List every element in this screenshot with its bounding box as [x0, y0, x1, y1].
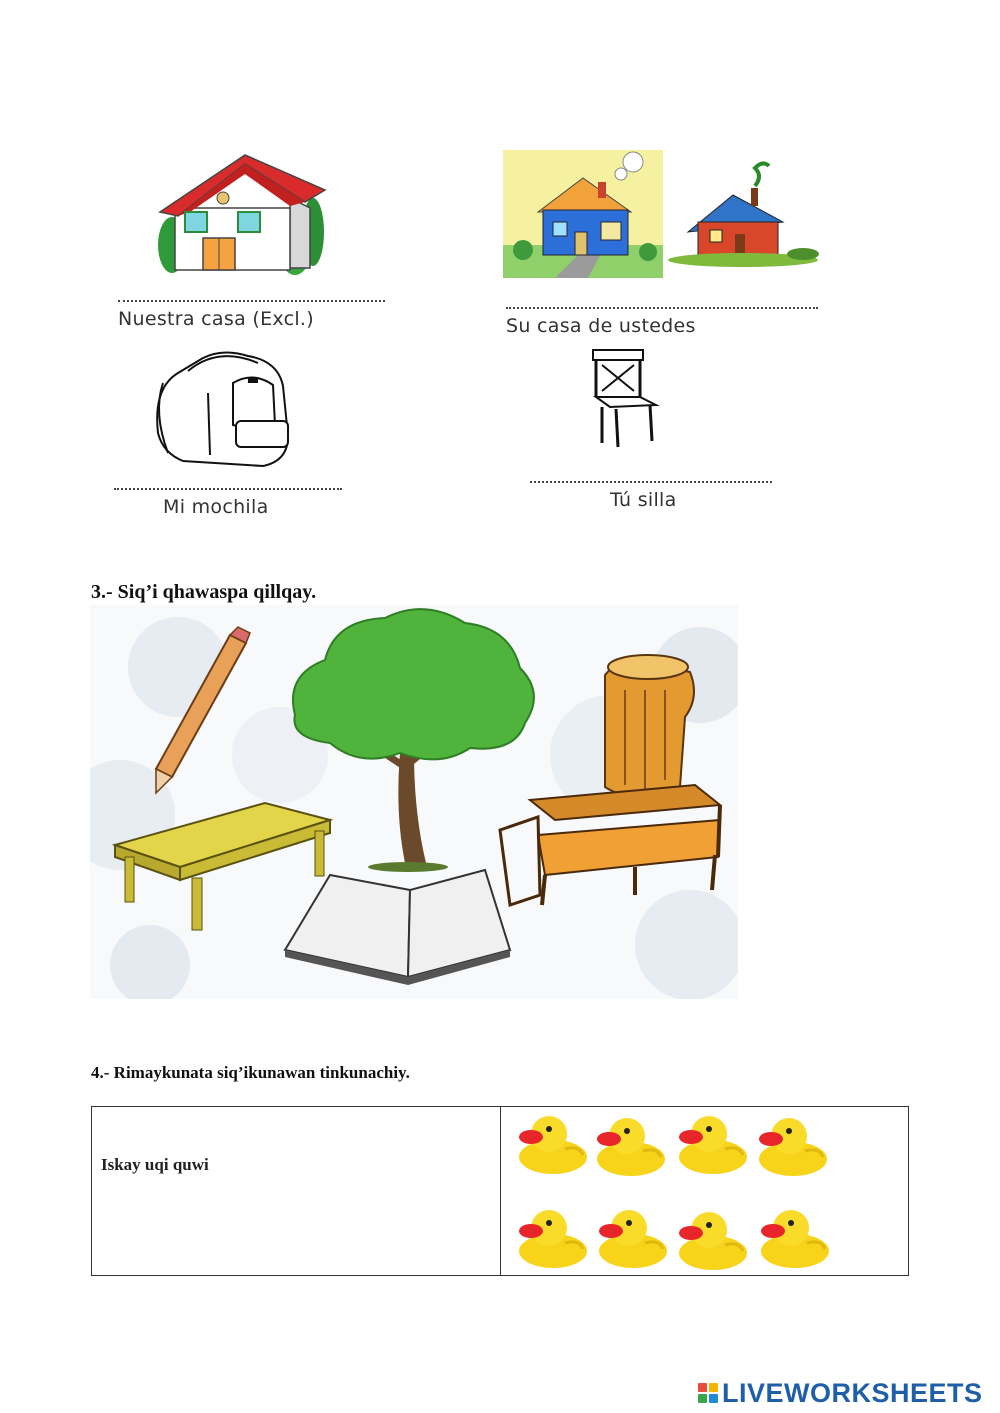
- house-red-roof-image: [150, 150, 330, 275]
- objects-illustration: [90, 605, 738, 999]
- phrase-cell: [92, 1107, 501, 1276]
- rubber-ducks-image: [515, 1107, 845, 1275]
- backpack-image: [148, 343, 303, 468]
- matching-table: [91, 1106, 909, 1276]
- caption-mi-mochila: Mi mochila: [163, 496, 269, 518]
- phrase-text: Iskay uqi quwi: [101, 1155, 209, 1174]
- chair-image: [588, 347, 663, 450]
- two-houses-image: [503, 150, 828, 278]
- table-row: [92, 1107, 909, 1276]
- logo-blocks-icon: [698, 1383, 718, 1403]
- caption-tu-silla: Tú silla: [610, 489, 677, 511]
- caption-nuestra-casa: Nuestra casa (Excl.): [118, 308, 314, 330]
- caption-su-casa: Su casa de ustedes: [506, 315, 696, 337]
- section-3-heading: 3.- Siq’i qhawaspa qillqay.: [91, 581, 317, 603]
- liveworksheets-logo[interactable]: [698, 1378, 983, 1408]
- stump-drawing: [605, 655, 694, 798]
- answer-line-3[interactable]: [114, 488, 342, 490]
- section-4-heading: 4.- Rimaykunata siq’ikunawan tinkunachiy.: [91, 1063, 410, 1082]
- brand-name: LIVEWORKSHEETS: [722, 1377, 983, 1408]
- image-cell[interactable]: [501, 1107, 909, 1276]
- answer-line-4[interactable]: [530, 481, 772, 483]
- answer-line-2[interactable]: [506, 307, 818, 309]
- answer-line-1[interactable]: [118, 300, 385, 302]
